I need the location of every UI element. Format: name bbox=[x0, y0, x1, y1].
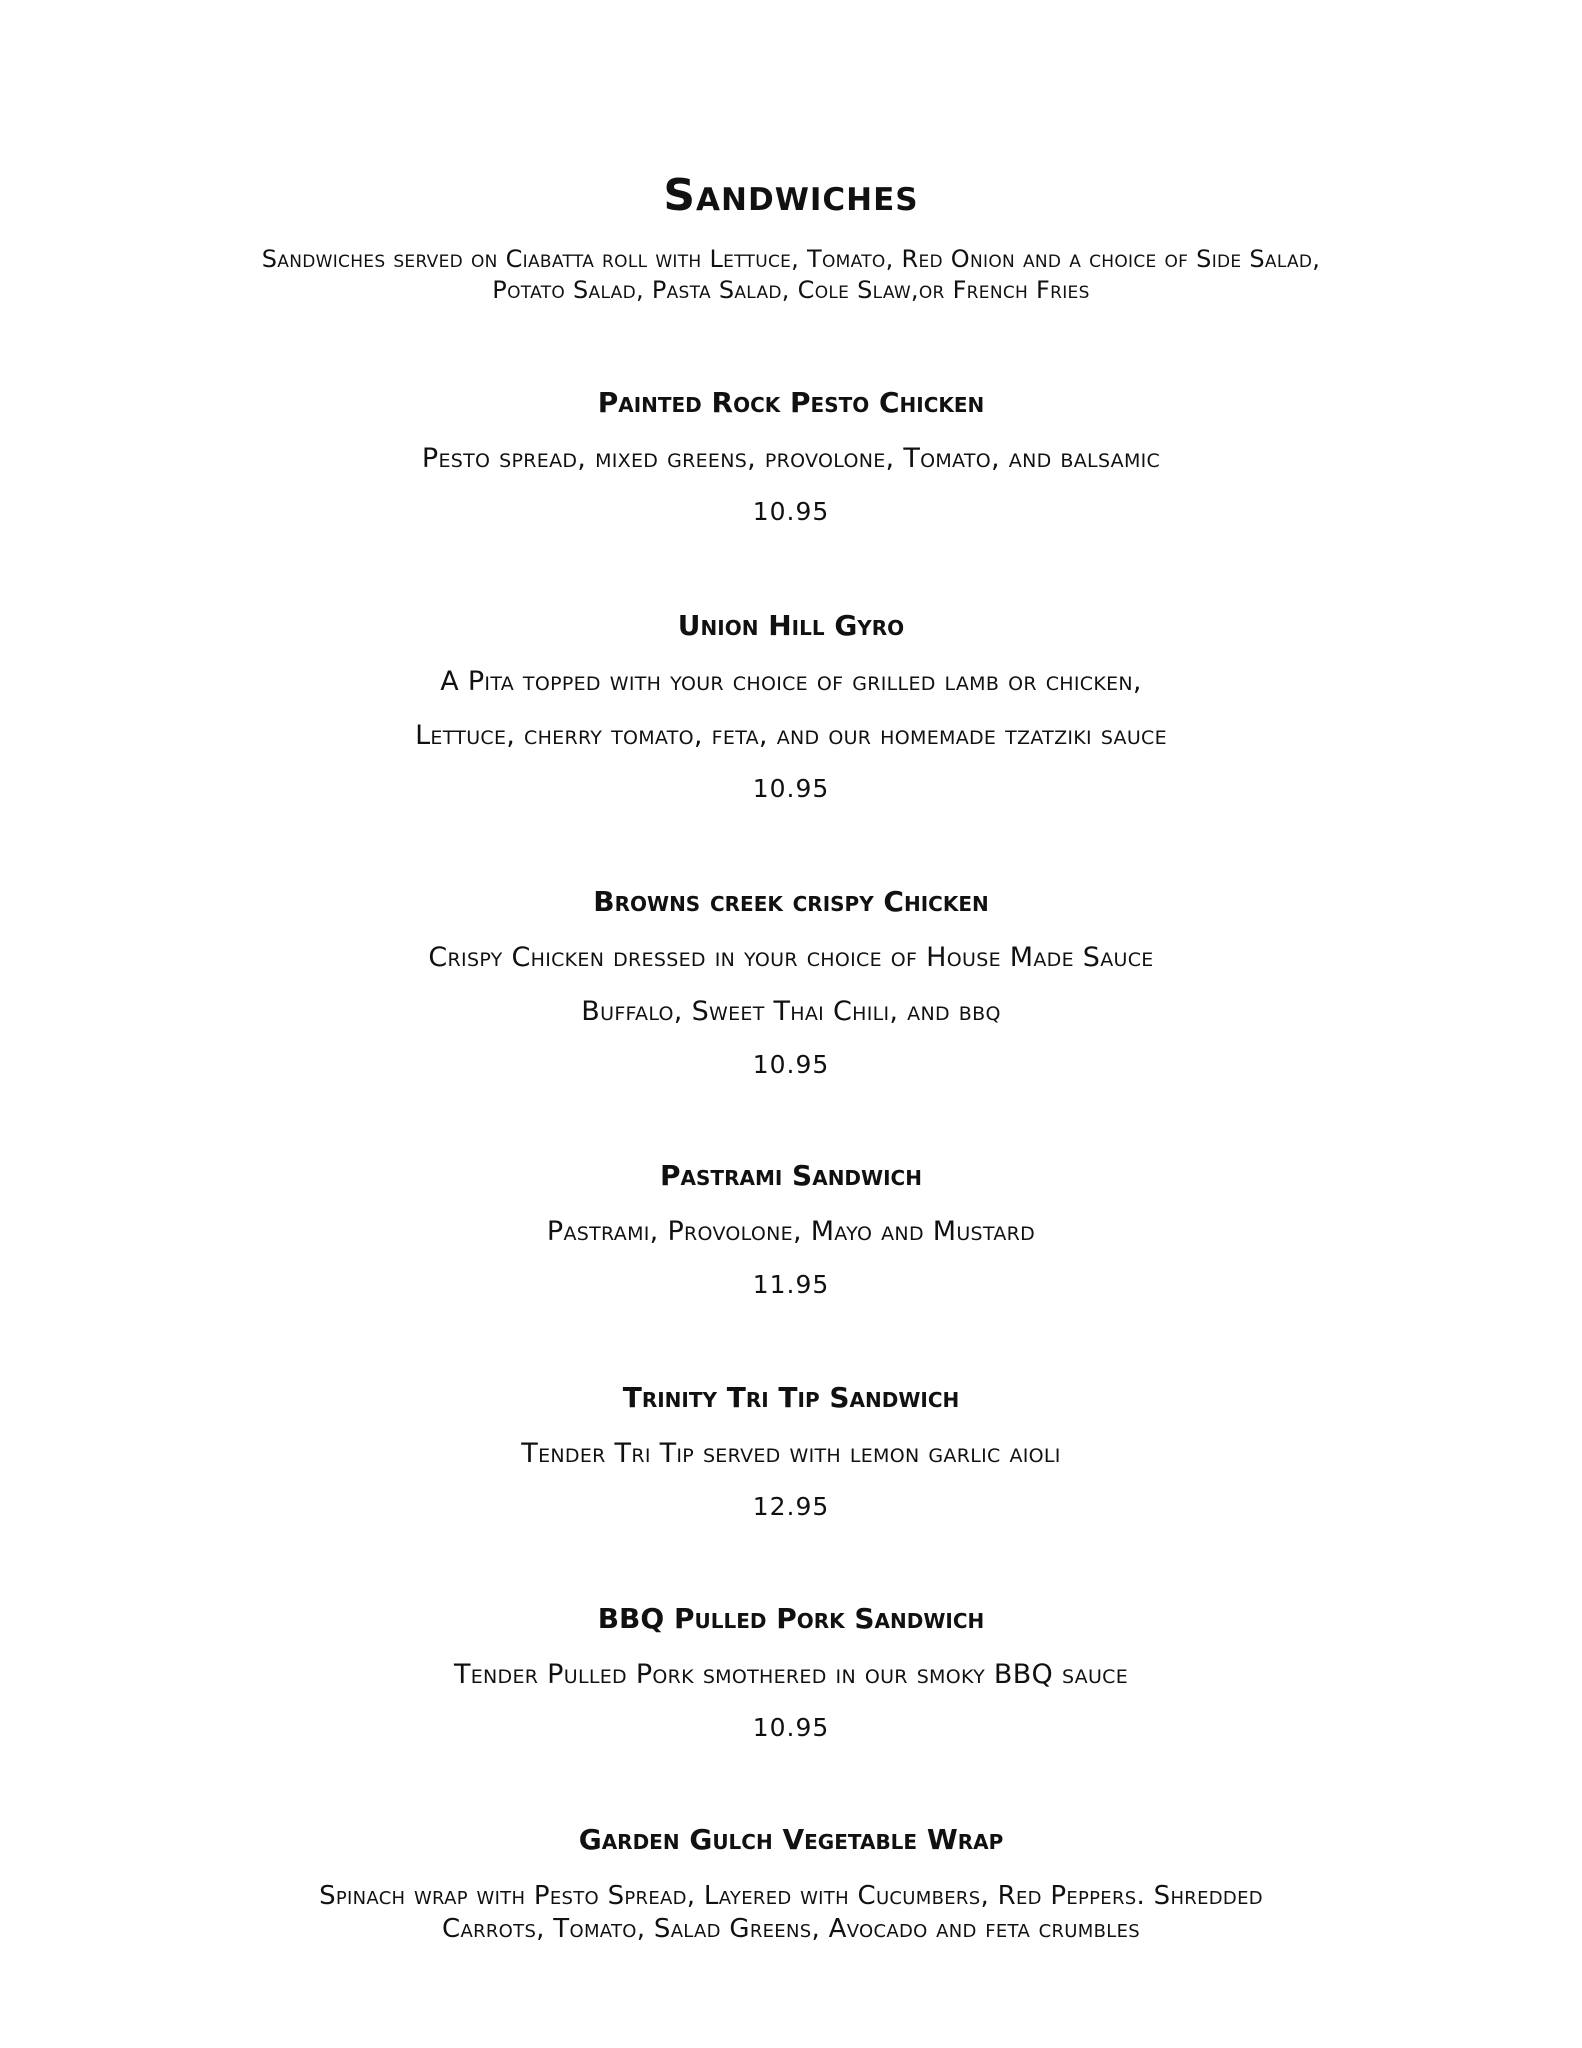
item-price: 10.95 bbox=[752, 1050, 830, 1079]
item-description-line: Spinach wrap with Pesto Spread, Layered with Cucumbers, Red Peppers. Shredded bbox=[319, 1881, 1263, 1911]
item-description: Lettuce, cherry tomato, feta, and our homemade tzatziki sauce bbox=[415, 720, 1167, 751]
menu-item bbox=[0, 1158, 1582, 1302]
menu-item bbox=[0, 1380, 1582, 1524]
item-price: 10.95 bbox=[752, 774, 830, 803]
intro-line: Potato Salad, Pasta Salad, Cole Slaw,or French Fries bbox=[492, 276, 1090, 304]
item-description: Pesto spread, mixed greens, provolone, Tomato, and balsamic bbox=[421, 443, 1161, 474]
item-name: Pastrami Sandwich bbox=[660, 1159, 922, 1192]
item-price: 11.95 bbox=[752, 1270, 830, 1299]
item-price: 12.95 bbox=[752, 1492, 830, 1521]
item-name: Painted Rock Pesto Chicken bbox=[597, 386, 985, 419]
item-description bbox=[126, 1880, 1456, 1946]
item-name: BBQ Pulled Pork Sandwich bbox=[597, 1602, 985, 1635]
item-name: Union Hill Gyro bbox=[677, 609, 905, 642]
menu-intro bbox=[90, 244, 1492, 306]
item-description: Crispy Chicken dressed in your choice of House Made Sauce bbox=[428, 942, 1154, 973]
item-price: 10.95 bbox=[752, 497, 830, 526]
item-name: Trinity Tri Tip Sandwich bbox=[622, 1381, 960, 1414]
item-description: Tender Pulled Pork smothered in our smoky BBQ sauce bbox=[453, 1659, 1129, 1690]
menu-item bbox=[0, 1822, 1582, 1946]
menu-item bbox=[0, 884, 1582, 1082]
item-name: Browns creek crispy Chicken bbox=[593, 885, 989, 918]
page-title: Sandwiches bbox=[663, 170, 919, 221]
item-name: Garden Gulch Vegetable Wrap bbox=[578, 1823, 1004, 1856]
item-description: Tender Tri Tip served with lemon garlic aioli bbox=[521, 1438, 1061, 1469]
item-description: Pastrami, Provolone, Mayo and Mustard bbox=[546, 1216, 1036, 1247]
menu-item bbox=[0, 1601, 1582, 1745]
item-description-line: Carrots, Tomato, Salad Greens, Avocado and feta crumbles bbox=[442, 1914, 1140, 1944]
intro-line: Sandwiches served on Ciabatta roll with Lettuce, Tomato, Red Onion and a choice of Side Salad, bbox=[261, 245, 1321, 273]
menu-item bbox=[0, 608, 1582, 806]
menu-item bbox=[0, 385, 1582, 529]
item-price: 10.95 bbox=[752, 1713, 830, 1742]
item-description: A Pita topped with your choice of grilled lamb or chicken, bbox=[440, 666, 1142, 697]
item-description: Buffalo, Sweet Thai Chili, and bbq bbox=[581, 996, 1001, 1027]
